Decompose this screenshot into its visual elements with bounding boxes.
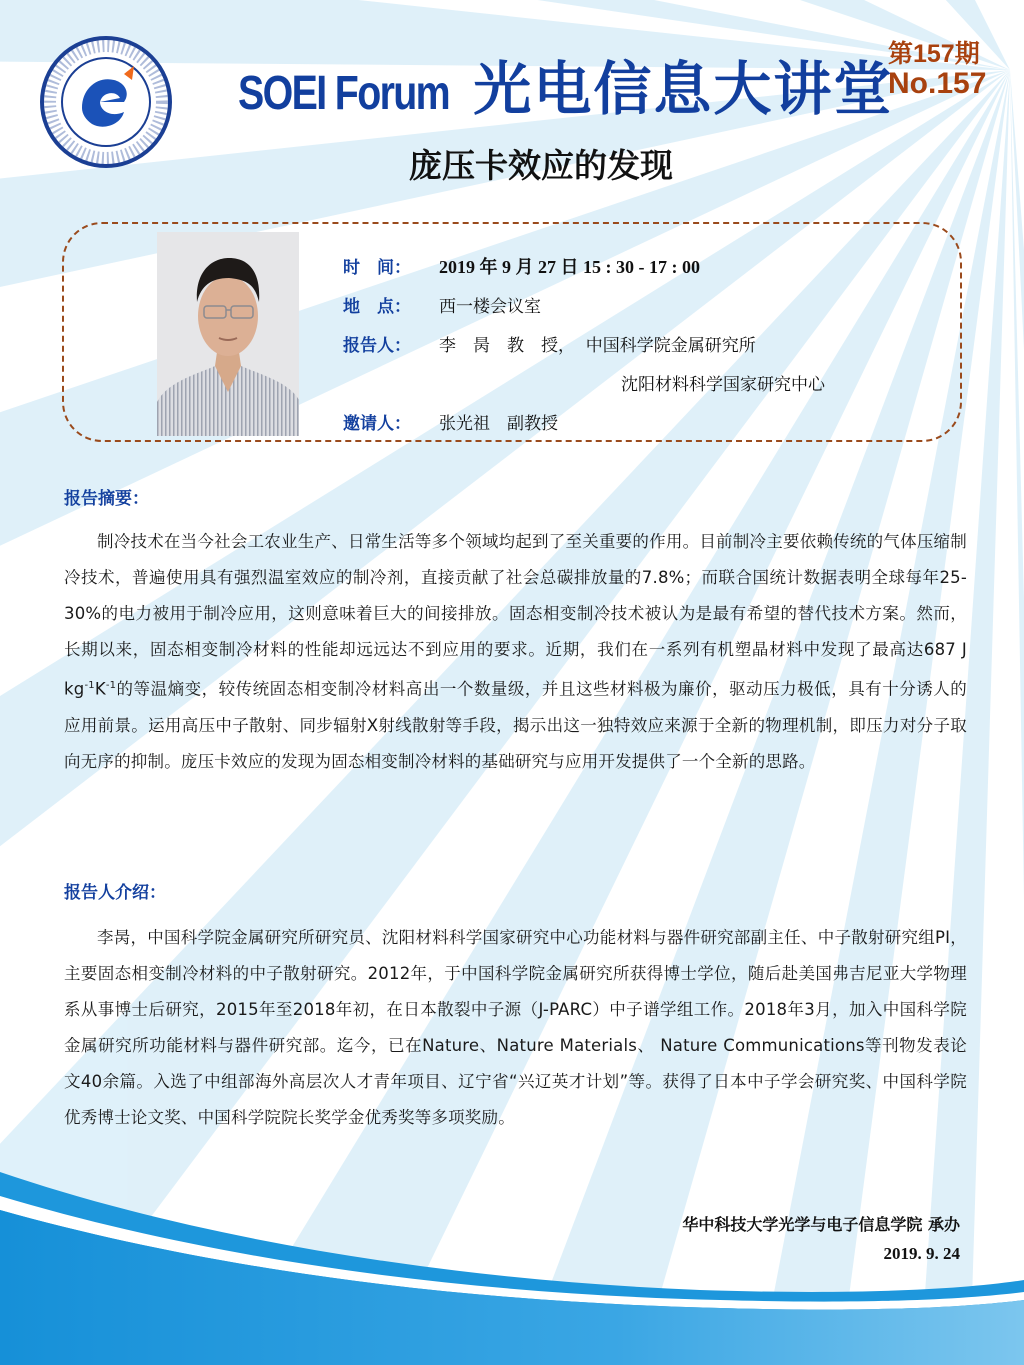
unit-sup-2: -1 — [105, 680, 117, 691]
time-value: 2019 年 9 月 27 日 15 : 30 - 17 : 00 — [439, 256, 700, 277]
speaker-label: 报告人： — [343, 336, 411, 356]
unit-sup-1: -1 — [84, 680, 95, 691]
bio-text: 李昺，中国科学院金属研究所研究员、沈阳材料科学国家研究中心功能材料与器件研究部副主任、中子散射研究组PI，主要固态相变制冷材料的中子散射研究。2012年，于中国科学院金属研究所获得博士学位，随后赴美国弗吉尼亚大学物理系从事博士后研究，2015年至2018年初，在日本散裂中子源（J-PARC）中子谱学组工作。2018年3月，加入中国科学院金属研究所功能材料与器件研究部。迄今，已在Nature、Nature Materials、 Nature Communications等刊物发表论文40余篇。入选了中组部海外高层次人才青年项目、辽宁省“兴辽英才计划”等。获得了日本中子学会研究奖、中国科学院优秀博士论文奖、中国科学院院长奖学金优秀奖等多项奖励。 — [64, 928, 967, 1127]
talk-info — [343, 246, 825, 441]
issue-number-en: No.157 — [888, 67, 987, 100]
forum-title-cn: 光电信息大讲堂 — [473, 55, 894, 123]
poster-date: 2019. 9. 24 — [883, 1244, 960, 1263]
speaker-affiliation-2: 沈阳材料科学国家研究中心 — [621, 375, 825, 395]
info-row-time — [343, 246, 825, 285]
speaker-portrait-icon — [157, 232, 299, 436]
bio-heading: 报告人介绍： — [64, 883, 166, 903]
issue-number-cn: 第157期 — [888, 40, 980, 68]
speaker-value: 李 昺 教 授， 中国科学院金属研究所 — [439, 336, 756, 356]
info-row-speaker-affiliation — [343, 363, 825, 402]
host-label: 邀请人： — [343, 414, 411, 434]
issue-number — [888, 42, 986, 99]
forum-title-en: SOEI Forum — [238, 67, 450, 120]
abstract-heading: 报告摘要： — [64, 489, 149, 509]
time-label: 时 间： — [343, 258, 411, 278]
forum-title — [238, 38, 894, 123]
info-row-host — [343, 402, 825, 441]
abstract-text-part2: 的等温熵变，较传统固态相变制冷材料高出一个数量级，并且这些材料极为廉价，驱动压力极低，具有十分诱人的应用前景。运用高压中子散射、同步辐射X射线散射等手段，揭示出这一独特效应来源于全新的物理机制，即压力对分子取向无序的抑制。庞压卡效应的发现为固态相变制冷材料的基础研究与应用开发提供了一个全新的思路。 — [64, 679, 967, 771]
talk-title: 庞压卡效应的发现 — [409, 146, 673, 185]
info-row-speaker — [343, 324, 825, 363]
location-value: 西一楼会议室 — [439, 297, 541, 317]
host-value: 张光祖 副教授 — [439, 414, 558, 434]
organizer: 华中科技大学光学与电子信息学院 承办 — [682, 1215, 960, 1234]
info-row-location — [343, 285, 825, 324]
abstract-text — [64, 524, 967, 780]
location-label: 地 点： — [343, 297, 411, 317]
abstract-text-part1: 制冷技术在当今社会工农业生产、日常生活等多个领域均起到了至关重要的作用。目前制冷主要依赖传统的气体压缩制冷技术，普遍使用具有强烈温室效应的制冷剂，直接贡献了社会总碳排放量的7.8%；而联合国统计数据表明全球每年25-30%的电力被用于制冷应用，这则意味着巨大的间接排放。固态相变制冷技术被认为是最有希望的替代技术方案。然而，长期以来，固态相变制冷材料的性能却远远达不到应用的要求。近期，我们在一系列有机塑晶材料中发现了最高达687 J kg — [64, 532, 967, 699]
unit-k: K — [94, 679, 106, 699]
speaker-photo — [157, 232, 299, 436]
